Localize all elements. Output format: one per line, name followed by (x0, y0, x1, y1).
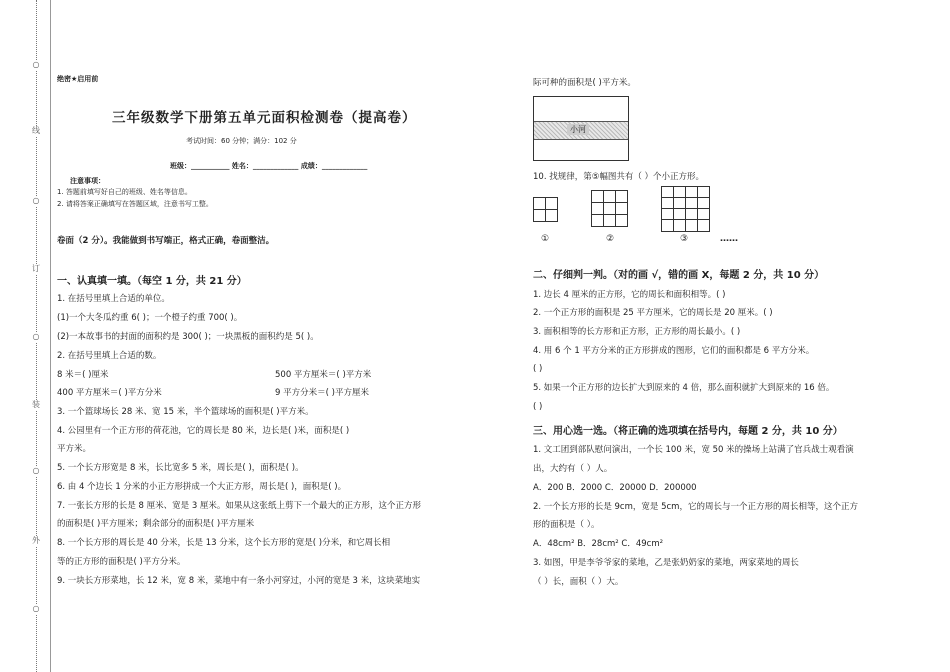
question-line: 2. 一个正方形的面积是 25 平方厘米，它的周长是 20 厘米。( ) (533, 308, 773, 318)
section2-title: 二、仔细判一判。（对的画 √，错的画 X，每题 2 分，共 10 分） (533, 270, 825, 281)
question-line: (1)一个大冬瓜约重 6( )；一个橙子约重 700( )。 (57, 313, 243, 323)
question-line: 1. 在括号里填上合适的单位。 (57, 294, 170, 304)
note-item: 1. 答题前填写好自己的班级、姓名等信息。 (57, 188, 192, 196)
question-line: 4. 用 6 个 1 平方分米的正方形拼成的图形，它们的面积都是 6 平方分米。 (533, 346, 815, 356)
pattern-label: ③ (680, 234, 689, 244)
notes-title: 注意事项： (70, 177, 105, 185)
question-line: ( ) (533, 402, 543, 412)
question-line: 出，大约有（ ）人。 (533, 464, 613, 474)
question-line: 等的正方形的面积是( )平方分米。 (57, 557, 186, 567)
secret-label: 绝密★启用前 (57, 75, 99, 83)
question-line: 7. 一张长方形的长是 8 厘米、宽是 3 厘米。如果从这张纸上剪下一个最大的正方形，这个正方形 (57, 501, 421, 511)
student-fields: 班级：___________ 姓名：_____________ 成绩：_____________ (170, 162, 368, 170)
binding-mark: ○ (27, 196, 45, 206)
question-line: 8 米＝( )厘米 (57, 370, 109, 380)
binding-margin (0, 0, 50, 672)
pattern-figure-1 (534, 198, 558, 222)
question-line: 9 平方分米＝( )平方厘米 (275, 388, 369, 398)
pattern-figure-3 (662, 187, 710, 232)
question-line: (2)一本故事书的封面的面积约是 300( )；一块黑板的面积约是 5( )。 (57, 332, 319, 342)
question-line: 400 平方厘米＝( )平方分米 (57, 388, 162, 398)
question-line: 的面积是( )平方厘米；剩余部分的面积是( )平方厘米 (57, 519, 255, 529)
question-line: A．48cm² B．28cm² C．49cm² (533, 539, 664, 549)
question-line: 1. 文工团到部队慰问演出，一个长 100 米，宽 50 米的操场上站满了官兵战士观看演 (533, 445, 854, 455)
question-line: 1. 边长 4 厘米的正方形，它的周长和面积相等。( ) (533, 290, 726, 300)
question-line: 9. 一块长方形菜地，长 12 米，宽 8 米，菜地中有一条小河穿过，小河的宽是 3 米，这块菜地实 (57, 576, 421, 586)
question-line: 2. 一个长方形的长是 9cm，宽是 5cm，它的周长与一个正方形的周长相等，这个正方 (533, 502, 858, 512)
pattern-figure-2 (592, 191, 628, 227)
binding-mark: 订 (27, 264, 45, 274)
question-line: 3. 一个篮球场长 28 米、宽 15 米，半个篮球场的面积是( )平方米。 (57, 407, 314, 417)
binding-mark: ○ (27, 604, 45, 614)
section3-title: 三、用心选一选。（将正确的选项填在括号内，每题 2 分，共 10 分） (533, 426, 843, 437)
pattern-label: ② (606, 234, 615, 244)
q9-continuation: 际可种的面积是( )平方米。 (533, 78, 636, 88)
binding-mark: ○ (27, 466, 45, 476)
question-line: 500 平方厘米＝( )平方米 (275, 370, 372, 380)
q10-text: 10. 找规律，第⑤幅图共有（ ）个小正方形。 (533, 172, 705, 182)
river-label: 小河 (567, 124, 589, 135)
section1-title: 一、认真填一填。（每空 1 分，共 21 分） (57, 276, 247, 287)
page-title: 三年级数学下册第五单元面积检测卷（提高卷） (112, 110, 417, 126)
binding-border-line (50, 0, 51, 672)
pattern-ellipsis: …… (720, 234, 738, 244)
question-line: 3. 如图，甲是李爷爷家的菜地，乙是张奶奶家的菜地，两家菜地的周长 (533, 558, 799, 568)
binding-mark: ○ (27, 332, 45, 342)
note-item: 2. 请将答案正确填写在答题区域，注意书写工整。 (57, 200, 213, 208)
binding-mark: 外 (27, 536, 45, 546)
question-line: A．200 B．2000 C．20000 D．200000 (533, 483, 697, 493)
question-line: ( ) (533, 364, 543, 374)
question-line: 5. 一个长方形宽是 8 米，长比宽多 5 米，周长是( )，面积是( )。 (57, 463, 304, 473)
binding-mark: ○ (27, 60, 45, 70)
question-line: 4. 公园里有一个正方形的荷花池，它的周长是 80 米，边长是( )米，面积是( ) (57, 426, 350, 436)
question-line: 平方米。 (57, 444, 92, 454)
square-pattern-figures (533, 186, 733, 232)
binding-mark: 装 (27, 400, 45, 410)
pattern-label: ① (541, 234, 550, 244)
question-line: 6. 由 4 个边长 1 分米的小正方形拼成一个大正方形，周长是( )，面积是( )。 (57, 482, 347, 492)
question-line: （ ）长，面积（ ）大。 (533, 577, 624, 587)
question-line: 5. 如果一个正方形的边长扩大到原来的 4 倍，那么面积就扩大到原来的 16 倍。 (533, 383, 835, 393)
question-line: 形的面积是（ ）。 (533, 520, 600, 530)
river-field-figure (533, 96, 629, 161)
question-line: 8. 一个长方形的周长是 40 分米，长是 13 分米，这个长方形的宽是( )分米，和它周长相 (57, 538, 391, 548)
question-line: 3. 面积相等的长方形和正方形，正方形的周长最小。( ) (533, 327, 741, 337)
question-line: 2. 在括号里填上合适的数。 (57, 351, 162, 361)
exam-info: 考试时间：60 分钟；满分：102 分 (186, 137, 297, 145)
binding-mark: 线 (27, 126, 45, 136)
neatness-statement: 卷面（2 分）。我能做到书写端正，格式正确，卷面整洁。 (57, 236, 275, 246)
